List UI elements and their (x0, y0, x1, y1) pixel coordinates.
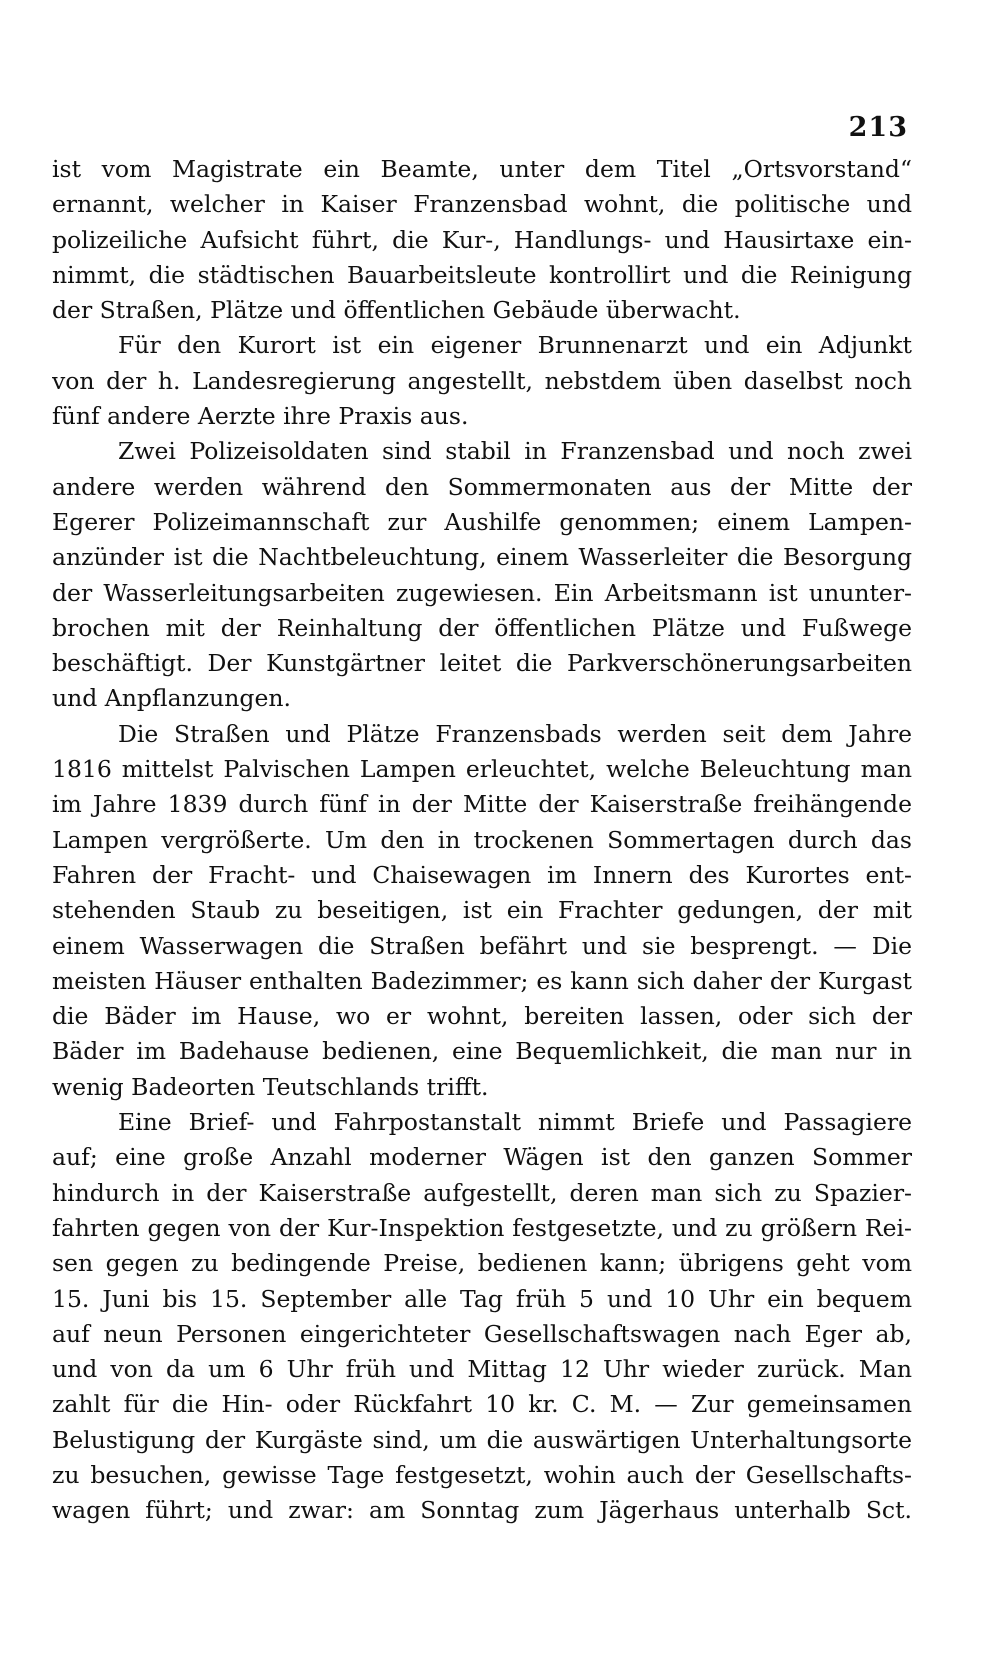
text-line: Bäder im Badehause bedienen, eine Bequemlichkeit, die man nur in (52, 1037, 912, 1066)
text-line: zu besuchen, gewisse Tage festgesetzt, wohin auch der Gesellschafts- (52, 1460, 912, 1489)
text-line: ist vom Magistrate ein Beamte, unter dem Titel „Ortsvorstand“ (52, 155, 912, 183)
text-line: Belustigung der Kurgäste sind, um die auswärtigen Unterhaltungsorte (52, 1425, 912, 1454)
text-line: zahlt für die Hin- oder Rückfahrt 10 kr. C. M. — Zur gemeinsamen (52, 1390, 912, 1419)
text-line: 1816 mittelst Palvischen Lampen erleuchtet, welche Beleuchtung man (52, 755, 912, 784)
text-line: anzünder ist die Nachtbeleuchtung, einem Wasserleiter die Besorgung (52, 543, 912, 572)
text-line: Eine Brief- und Fahrpostanstalt nimmt Briefe und Passagiere (118, 1108, 912, 1137)
text-line: und Anpflanzungen. (52, 684, 291, 713)
text-line: Fahren der Fracht- und Chaisewagen im Innern des Kurortes ent- (52, 860, 912, 889)
text-line: der Straßen, Plätze und öffentlichen Gebäude überwacht. (52, 296, 741, 325)
text-line: wenig Badeorten Teutschlands trifft. (52, 1072, 489, 1101)
paragraph (52, 434, 912, 716)
text-line: fahrten gegen von der Kur-Inspektion festgesetzte, und zu größern Rei- (52, 1213, 912, 1242)
text-line: 15. Juni bis 15. September alle Tag früh 5 und 10 Uhr ein bequem (52, 1284, 912, 1313)
text-line: stehenden Staub zu beseitigen, ist ein Frachter gedungen, der mit (52, 896, 912, 925)
text-line: meisten Häuser enthalten Badezimmer; es kann sich daher der Kurgast (52, 966, 912, 995)
text-line: beschäftigt. Der Kunstgärtner leitet die Parkverschönerungsarbeiten (52, 649, 912, 678)
text-line: auf; eine große Anzahl moderner Wägen ist den ganzen Sommer (52, 1143, 912, 1172)
text-line: wagen führt; und zwar: am Sonntag zum Jägerhaus unterhalb Sct. (52, 1496, 912, 1525)
text-line: Lampen vergrößerte. Um den in trockenen Sommertagen durch das (52, 825, 912, 854)
page-number: 213 (848, 112, 908, 143)
text-line: polizeiliche Aufsicht führt, die Kur-, Handlungs- und Hausirtaxe ein- (52, 225, 912, 254)
text-line: sen gegen zu bedingende Preise, bedienen kann; übrigens geht vom (52, 1249, 912, 1278)
text-line: und von da um 6 Uhr früh und Mittag 12 Uhr wieder zurück. Man (52, 1355, 912, 1384)
text-line: von der h. Landesregierung angestellt, nebstdem üben daselbst noch (52, 366, 912, 395)
paragraph (52, 717, 912, 1105)
paragraph (52, 152, 912, 328)
text-line: Die Straßen und Plätze Franzensbads werden seit dem Jahre (118, 719, 912, 748)
body-text (52, 152, 912, 1529)
text-line: Zwei Polizeisoldaten sind stabil in Franzensbad und noch zwei (118, 437, 912, 466)
text-line: ernannt, welcher in Kaiser Franzensbad wohnt, die politische und (52, 190, 912, 219)
text-line: einem Wasserwagen die Straßen befährt und sie besprengt. — Die (52, 931, 912, 960)
text-line: nimmt, die städtischen Bauarbeitsleute kontrollirt und die Reinigung (52, 260, 912, 289)
text-line: Für den Kurort ist ein eigener Brunnenarzt und ein Adjunkt (118, 331, 912, 360)
paragraph (52, 328, 912, 434)
text-line: der Wasserleitungsarbeiten zugewiesen. Ein Arbeitsmann ist ununter- (52, 578, 912, 607)
text-line: im Jahre 1839 durch fünf in der Mitte der Kaiserstraße freihängende (52, 790, 912, 819)
text-line: brochen mit der Reinhaltung der öffentlichen Plätze und Fußwege (52, 613, 912, 642)
paragraph (52, 1105, 912, 1529)
text-line: andere werden während den Sommermonaten aus der Mitte der (52, 472, 912, 501)
text-line: auf neun Personen eingerichteter Gesellschaftswagen nach Eger ab, (52, 1319, 912, 1348)
text-line: Egerer Polizeimannschaft zur Aushilfe genommen; einem Lampen- (52, 507, 912, 536)
text-line: die Bäder im Hause, wo er wohnt, bereiten lassen, oder sich der (52, 1002, 912, 1031)
text-line: hindurch in der Kaiserstraße aufgestellt, deren man sich zu Spazier- (52, 1178, 912, 1207)
text-line: fünf andere Aerzte ihre Praxis aus. (52, 402, 469, 431)
